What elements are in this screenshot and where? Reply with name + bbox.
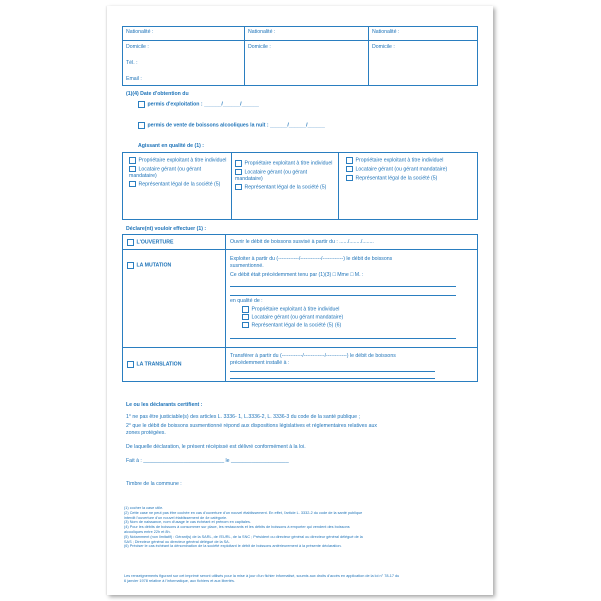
agissant-col-3: Propriétaire exploitant à titre individuel Locataire gérant (ou gérant mandataire) Représentant légal de la société (5) [346, 157, 470, 181]
permis-vente-checkbox[interactable] [138, 122, 145, 129]
mutation-row [127, 262, 171, 269]
agissant-col-2: Propriétaire exploitant à titre individuel Locataire gérant (ou gérant mandataire) Représentant légal de la société (5) [235, 160, 333, 191]
permis-exploitation-row [138, 101, 259, 108]
certifie-line-3: De laquelle déclaration, le présent récépissé est délivré conformément à la loi. [126, 444, 306, 450]
translation-label: LA TRANSLATION [136, 361, 182, 368]
domicile-label-2: Domicile : [248, 44, 271, 50]
domicile-label-1: Domicile : [126, 44, 149, 50]
mutation-text-3: Ce débit était précédemment tenu par (1)(3) □ Mme □ M. : [230, 272, 364, 278]
agissant-3-opt-2-checkbox[interactable] [346, 166, 353, 173]
mutation-opt-1-checkbox[interactable] [242, 306, 249, 313]
mutation-options: Propriétaire exploitant à titre individuel Locataire gérant (ou gérant mandataire) Représentant légal de la société (5) (6) [242, 306, 343, 328]
identity-table [122, 26, 478, 86]
translation-checkbox[interactable] [127, 361, 134, 368]
mutation-qualite: en qualité de : [230, 298, 263, 304]
agissant-3-opt-1-checkbox[interactable] [346, 157, 353, 164]
agissant-3-opt-3-checkbox[interactable] [346, 175, 353, 182]
permis-vente-text: permis de vente de boissons alcooliques la nuit : ______/______/______ [147, 122, 325, 129]
footnotes: (1) cocher la case utile. (2) Cette case ne peut pas être cochée en cas d'ouverture d'un nouvel établissement. En effet, l'article L. 3332-2 du code de la santé publique interdit l'ouverture d'un nouvel établissement de 4e catégorie. (3) Nom de naissance, nom d'usage le cas échéant et prénom en capitales. (4) Pour les débits de boissons à consommer sur place, les restaurants et les débits de boissons à emporter qui vendent des boissons alcooliques entre 22h et 8h. (5) Notamment (non limitatif) : Gérant(s) de la SARL, de l'EURL, de la SNC ; Président ou directeur général ou directeur général délégué de la SAS ; Directeur général ou directeur général délégué de la SA. (6) Préciser le cas échéant la dénomination de la société exploitant le débit de boissons antérieurement à la présente déclaration. [124, 506, 363, 549]
declare-title: Déclare(nt) vouloir effectuer (1) : [126, 226, 207, 232]
agissant-2-opt-2-checkbox[interactable] [235, 169, 242, 176]
nationality-label-3: Nationalité : [372, 29, 400, 35]
translation-text-1: Transférer à partir du (------------/------------/------------) le débit de boissons [230, 353, 396, 359]
ouverture-row [127, 239, 173, 246]
mutation-label: LA MUTATION [136, 262, 172, 269]
translation-row [127, 361, 181, 368]
timbre-label: Timbre de la commune : [126, 481, 182, 487]
translation-text-2: précédemment installé à : [230, 360, 290, 366]
agissant-1-opt-1-checkbox[interactable] [129, 157, 136, 164]
agissant-col-1: Propriétaire exploitant à titre individuel Locataire gérant (ou gérant mandataire) Représentant légal de la société (5) [129, 157, 227, 188]
agissant-1-opt-2-checkbox[interactable] [129, 166, 136, 173]
domicile-label-3: Domicile : [372, 44, 395, 50]
mutation-opt-3-checkbox[interactable] [242, 322, 249, 329]
date-obtention-title: (1)(4) Date d'obtention du [126, 91, 189, 97]
agissant-title: Agissant en qualité de (1) : [138, 143, 205, 149]
permis-exploitation-text: permis d'exploitation : ______/______/______ [147, 101, 259, 108]
nationality-label-2: Nationalité : [248, 29, 276, 35]
tel-label: Tél. : [126, 60, 138, 66]
certifie-line-2b: zones protégées. [126, 430, 166, 436]
ouverture-checkbox[interactable] [127, 239, 134, 246]
certifie-title: Le ou les déclarants certifient : [126, 402, 203, 408]
mutation-opt-2-checkbox[interactable] [242, 314, 249, 321]
permis-vente-row [138, 122, 325, 129]
mutation-checkbox[interactable] [127, 262, 134, 269]
fait-line: Fait à : ____________________________ le ____________________ [126, 458, 289, 464]
agissant-1-opt-3-checkbox[interactable] [129, 181, 136, 188]
certifie-line-1: 1° ne pas être justiciable(s) des articles L. 3336- 1, L.3336-2, L. 3336-3 du code de la santé publique ; [126, 414, 360, 420]
mutation-text-1: Exploiter à partir du (------------/------------/------------) le débit de boissons [230, 256, 393, 262]
agissant-2-opt-3-checkbox[interactable] [235, 184, 242, 191]
email-label: Email : [126, 76, 142, 82]
agissant-2-opt-1-checkbox[interactable] [235, 160, 242, 167]
ouverture-text: Ouvrir le débit de boissons susvisé à partir du : ....../......../........ [230, 239, 374, 245]
footer-text: Les renseignements figurant sur cet imprimé seront utilisés pour la mise à jour d'un fichier informatisé, soumis aux droits d'accès en application de la loi n° 78-17 du 6 janvier 1978 relative à l'informatique, aux fichiers et aux libertés. [124, 574, 400, 583]
permis-exploitation-checkbox[interactable] [138, 101, 145, 108]
nationality-label-1: Nationalité : [126, 29, 154, 35]
ouverture-label: L'OUVERTURE [136, 239, 174, 246]
certifie-line-2a: 2° que le débit de boissons susmentionné répond aux dispositions législatives et réglementaires relatives aux [126, 423, 377, 429]
form-page [107, 6, 493, 595]
mutation-text-2: susmentionné. [230, 263, 264, 269]
